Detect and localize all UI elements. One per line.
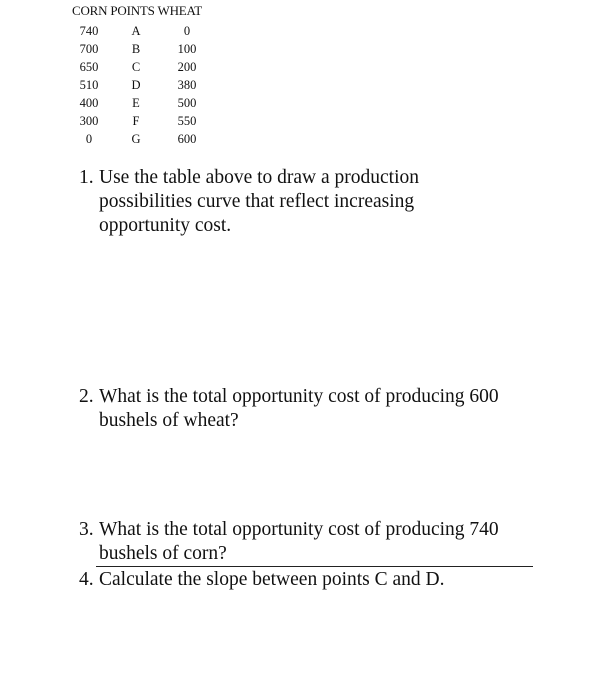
question-line: What is the total opportunity cost of producing 740 <box>99 519 499 540</box>
point-label: A <box>131 24 141 38</box>
table-row <box>0 60 260 78</box>
question-text <box>99 166 549 238</box>
table-row <box>0 24 260 42</box>
corn-value: 300 <box>79 114 99 128</box>
question-line: bushels of wheat? <box>99 410 239 431</box>
point-label: G <box>131 132 141 146</box>
wheat-value: 500 <box>177 96 197 110</box>
table-row <box>0 96 260 114</box>
point-label: B <box>131 42 141 56</box>
question-number: 1. <box>79 167 94 188</box>
answer-line <box>96 566 533 567</box>
wheat-value: 0 <box>183 24 191 38</box>
wheat-value: 380 <box>177 78 197 92</box>
question-line: opportunity cost. <box>99 215 232 236</box>
wheat-value: 600 <box>177 132 197 146</box>
question-line: What is the total opportunity cost of producing 600 <box>99 386 499 407</box>
table-header <box>72 3 202 19</box>
corn-value: 740 <box>79 24 99 38</box>
question-line: bushels of corn? <box>99 543 227 564</box>
table-row <box>0 78 260 96</box>
point-label: C <box>131 60 141 74</box>
corn-value: 700 <box>79 42 99 56</box>
table-row <box>0 42 260 60</box>
table-row <box>0 114 260 132</box>
corn-value: 0 <box>85 132 93 146</box>
table-row <box>0 132 260 150</box>
corn-value: 400 <box>79 96 99 110</box>
question-text <box>99 518 549 566</box>
question-text <box>99 568 549 592</box>
point-label: D <box>131 78 141 92</box>
question-line: Use the table above to draw a production <box>99 167 420 188</box>
wheat-value: 200 <box>177 60 197 74</box>
question-number: 4. <box>79 569 94 590</box>
corn-value: 650 <box>79 60 99 74</box>
question-number: 2. <box>79 386 94 407</box>
question-number: 3. <box>79 519 94 540</box>
question-line: Calculate the slope between points C and D. <box>99 569 445 590</box>
wheat-value: 100 <box>177 42 197 56</box>
question-text <box>99 385 549 433</box>
corn-value: 510 <box>79 78 99 92</box>
header-wheat: WHEAT <box>157 3 203 18</box>
point-label: F <box>132 114 140 128</box>
header-points: POINTS <box>110 3 155 18</box>
point-label: E <box>132 96 140 110</box>
header-corn: CORN <box>72 3 108 18</box>
wheat-value: 550 <box>177 114 197 128</box>
question-line: possibilities curve that reflect increasing <box>99 191 415 212</box>
